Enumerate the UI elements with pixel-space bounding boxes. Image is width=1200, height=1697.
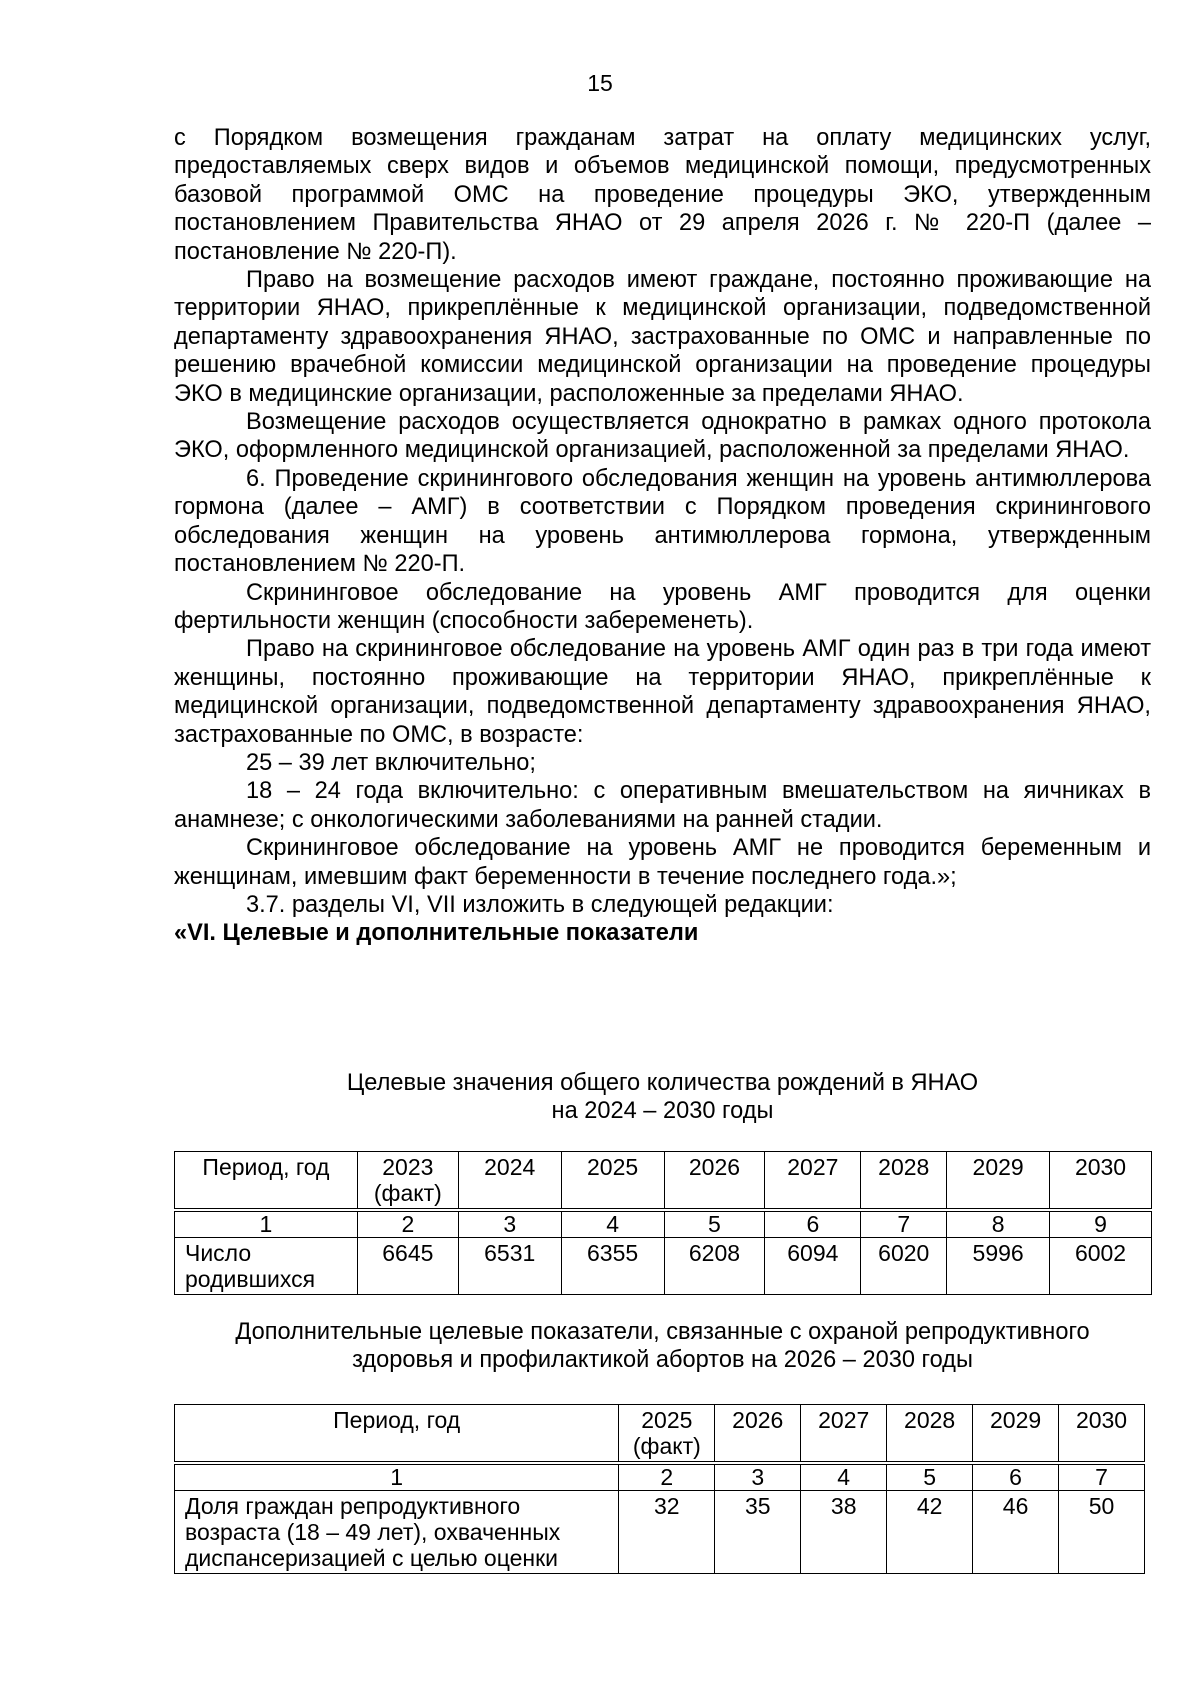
column-number: 4: [801, 1465, 887, 1491]
column-number: 7: [861, 1212, 947, 1238]
paragraph: с Порядком возмещения гражданам затрат на оплату медицинских услуг, предоставляемых сверх видов и объемов медицинской помощи, предусмотренных базовой программой ОМС на проведение процедуры ЭКО, утвержденным постановлением Правительства ЯНАО от 29 апреля 2026 г. № 220-П (далее – постановление № 220-П).: [174, 125, 1151, 265]
paragraph: Скрининговое обследование на уровень АМГ не проводится беременным и женщинам, имевшим факт беременности в течение последнего года.»;: [174, 835, 1151, 890]
column-number: 1: [175, 1212, 358, 1238]
column-number: 5: [887, 1465, 973, 1491]
year-cell: 2026: [664, 1152, 765, 1209]
page-number: 15: [587, 70, 613, 96]
value-cell: 46: [973, 1491, 1059, 1574]
header-label: Период, год: [175, 1405, 619, 1462]
table-header-row: [175, 1405, 1145, 1462]
column-number: 6: [973, 1465, 1059, 1491]
paragraph: 3.7. разделы VI, VII изложить в следующей редакции:: [246, 891, 834, 918]
column-number: 2: [619, 1465, 715, 1491]
year-cell: 2028: [887, 1405, 973, 1462]
table-header-row: [175, 1152, 1152, 1209]
paragraph: 25 – 39 лет включительно;: [246, 749, 536, 776]
column-number-row: [175, 1465, 1145, 1491]
paragraph: Возмещение расходов осуществляется однократно в рамках одного протокола ЭКО, оформленного медицинской организацией, расположенной за пределами ЯНАО.: [174, 409, 1151, 464]
value-cell: 5996: [947, 1238, 1050, 1295]
paragraph: Право на скрининговое обследование на уровень АМГ один раз в три года имеют женщины, постоянно проживающие на территории ЯНАО, прикреплённые к медицинской организации, подведомственной департаменту здравоохранения ЯНАО, застрахованные по ОМС, в возрасте:: [174, 636, 1151, 748]
year-cell: 2025: [561, 1152, 664, 1209]
column-number: 3: [458, 1212, 561, 1238]
year-cell: 2027: [801, 1405, 887, 1462]
value-cell: 50: [1059, 1491, 1145, 1574]
value-cell: 6002: [1050, 1238, 1152, 1295]
value-cell: 32: [619, 1491, 715, 1574]
year-cell: 2028: [861, 1152, 947, 1209]
column-number: 1: [175, 1465, 619, 1491]
year-cell: 2030: [1050, 1152, 1152, 1209]
year-cell: 2023 (факт): [357, 1152, 458, 1209]
column-number: 9: [1050, 1212, 1152, 1238]
table2-caption-line2: здоровья и профилактикой абортов на 2026 – 2030 годы: [352, 1347, 973, 1374]
column-number: 4: [561, 1212, 664, 1238]
column-number: 7: [1059, 1465, 1145, 1491]
year-cell: 2027: [765, 1152, 861, 1209]
header-label: Период, год: [175, 1152, 358, 1209]
table1-caption-line1: Целевые значения общего количества рождений в ЯНАО: [346, 1070, 979, 1096]
column-number: 8: [947, 1212, 1050, 1238]
value-cell: 6208: [664, 1238, 765, 1295]
row-label: Число родившихся: [175, 1238, 358, 1295]
value-cell: 38: [801, 1491, 887, 1574]
table2-caption: [174, 1318, 1151, 1375]
paragraph: 18 – 24 года включительно: с оперативным вмешательством на яичниках в анамнезе; с онкологическими заболеваниями на ранней стадии.: [174, 778, 1151, 833]
paragraph: Скрининговое обследование на уровень АМГ проводится для оценки фертильности женщин (способности забеременеть).: [174, 579, 1151, 634]
column-number: 3: [715, 1465, 801, 1491]
value-cell: 42: [887, 1491, 973, 1574]
year-cell: 2030: [1059, 1405, 1145, 1462]
column-number: 2: [357, 1212, 458, 1238]
paragraph: Право на возмещение расходов имеют граждане, постоянно проживающие на территории ЯНАО, прикреплённые к медицинской организации, подведомственной департаменту здравоохранения ЯНАО, застрахованные по ОМС и направленные по решению врачебной комиссии медицинской организации на проведение процедуры ЭКО в медицинские организации, расположенные за пределами ЯНАО.: [174, 267, 1151, 407]
year-cell: 2026: [715, 1405, 801, 1462]
body-text: [174, 124, 1151, 948]
column-number: 6: [765, 1212, 861, 1238]
year-cell: 2024: [458, 1152, 561, 1209]
year-cell: 2029: [973, 1405, 1059, 1462]
indicators-table: [174, 1404, 1145, 1574]
section-title: «VI. Целевые и дополнительные показатели: [174, 920, 699, 947]
value-cell: 6094: [765, 1238, 861, 1295]
table1-caption: [174, 1069, 1151, 1126]
births-table: [174, 1151, 1152, 1295]
value-cell: 6531: [458, 1238, 561, 1295]
year-cell: 2025 (факт): [619, 1405, 715, 1462]
value-cell: 6355: [561, 1238, 664, 1295]
year-cell: 2029: [947, 1152, 1050, 1209]
column-number-row: [175, 1212, 1152, 1238]
column-number: 5: [664, 1212, 765, 1238]
table1-caption-line2: на 2024 – 2030 годы: [551, 1098, 774, 1125]
value-cell: 35: [715, 1491, 801, 1574]
row-label: Доля граждан репродуктивного возраста (18 – 49 лет), охваченных диспансеризацией с целью оценки: [175, 1491, 619, 1574]
table2-caption-line1: Дополнительные целевые показатели, связанные с охраной репродуктивного: [235, 1319, 1090, 1345]
table-row: [175, 1491, 1145, 1574]
paragraph: 6. Проведение скринингового обследования женщин на уровень антимюллерова гормона (далее – АМГ) в соответствии с Порядком проведения скринингового обследования женщин на уровень антимюллерова гормона, утвержденным постановлением № 220-П.: [174, 465, 1151, 578]
table-row: [175, 1238, 1152, 1295]
value-cell: 6645: [357, 1238, 458, 1295]
value-cell: 6020: [861, 1238, 947, 1295]
